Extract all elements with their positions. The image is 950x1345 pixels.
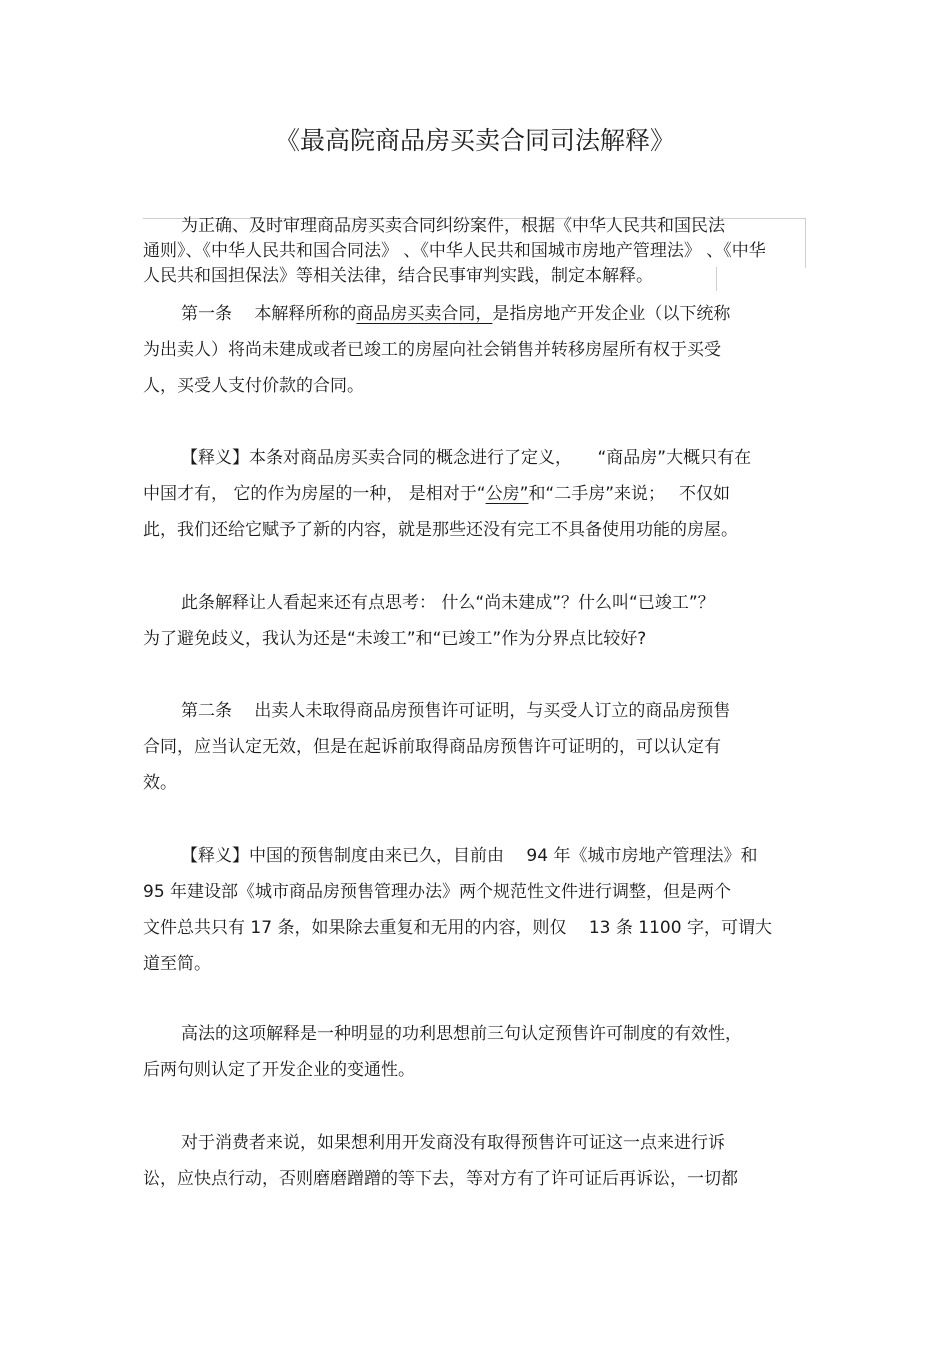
comment-2-paragraph: [143, 1016, 808, 1088]
preamble-paragraph: [143, 214, 808, 289]
article-2-line: 效。: [143, 773, 177, 793]
preamble-line: 为正确、及时审理商品房买卖合同纠纷案件，根据《中华人民共和国民法: [181, 216, 725, 236]
article-2-paragraph: [143, 693, 808, 801]
note-1-text: 和“二手房”来说； 不仅如: [528, 484, 730, 504]
note-1-text: 中国才有， 它的作为房屋的一种， 是相对于“: [143, 484, 486, 504]
article-1-underlined-term: 商品房买卖合同，: [356, 304, 493, 324]
preamble-line: 通则》、《中华人民共和国合同法》 、《中华人民共和国城市房地产管理法》 、《中华: [143, 241, 766, 261]
note-1-line: 此，我们还给它赋予了新的内容，就是那些还没有完工不具备使用功能的房屋。: [143, 520, 738, 540]
comment-1-line: 此条解释让人看起来还有点思考： 什么“尚未建成”？什么叫“已竣工”？: [181, 593, 715, 613]
note-2-line: 道至简。: [143, 954, 211, 974]
document-title: 《最高院商品房买卖合同司法解释》: [274, 126, 675, 155]
note-2-line: 文件总共只有 17 条，如果除去重复和无用的内容，则仅 13 条 1100 字，可谓大: [143, 918, 772, 938]
article-1-text: 是指房地产开发企业（以下统称: [492, 304, 731, 324]
article-2-line: 第二条 出卖人未取得商品房预售许可证明，与买受人订立的商品房预售: [181, 701, 731, 721]
comment-2-line: 高法的这项解释是一种明显的功利思想前三句认定预售许可制度的有效性，: [181, 1024, 742, 1044]
article-2-line: 合同，应当认定无效，但是在起诉前取得商品房预售许可证明的，可以认定有: [143, 737, 721, 757]
note-2-line: 95 年建设部《城市商品房预售管理办法》两个规范性文件进行调整，但是两个: [143, 882, 732, 902]
note-1-line: [143, 476, 808, 512]
article-1-paragraph: [143, 296, 808, 404]
note-1-line: 【释义】本条对商品房买卖合同的概念进行了定义， “商品房”大概只有在: [181, 448, 752, 468]
comment-1-line: 为了避免歧义，我认为还是“未竣工”和“已竣工”作为分界点比较好?: [143, 629, 647, 649]
article-1-line: 人，买受人支付价款的合同。: [143, 376, 364, 396]
article-1-line: 为出卖人）将尚未建成或者已竣工的房屋向社会销售并转移房屋所有权于买受: [143, 340, 721, 360]
comment-3-line: 讼，应快点行动，否则磨磨蹭蹭的等下去，等对方有了许可证后再诉讼，一切都: [143, 1169, 738, 1189]
comment-3-paragraph: [143, 1125, 808, 1197]
comment-2-line: 后两句则认定了开发企业的变通性。: [143, 1060, 415, 1080]
note-1-underlined-term: 公房”: [485, 484, 529, 504]
note-2-paragraph: [143, 838, 808, 982]
comment-3-line: 对于消费者来说，如果想利用开发商没有取得预售许可证这一点来进行诉: [181, 1133, 725, 1153]
article-1-line: [143, 296, 808, 332]
note-2-line: 【释义】中国的预售制度由来已久，目前由 94 年《城市房地产管理法》和: [181, 846, 758, 866]
preamble-line: 人民共和国担保法》等相关法律，结合民事审判实践，制定本解释。: [143, 266, 653, 286]
note-1-paragraph: [143, 440, 808, 548]
article-1-text: 第一条 本解释所称的: [181, 304, 357, 324]
comment-1-paragraph: [143, 585, 808, 657]
